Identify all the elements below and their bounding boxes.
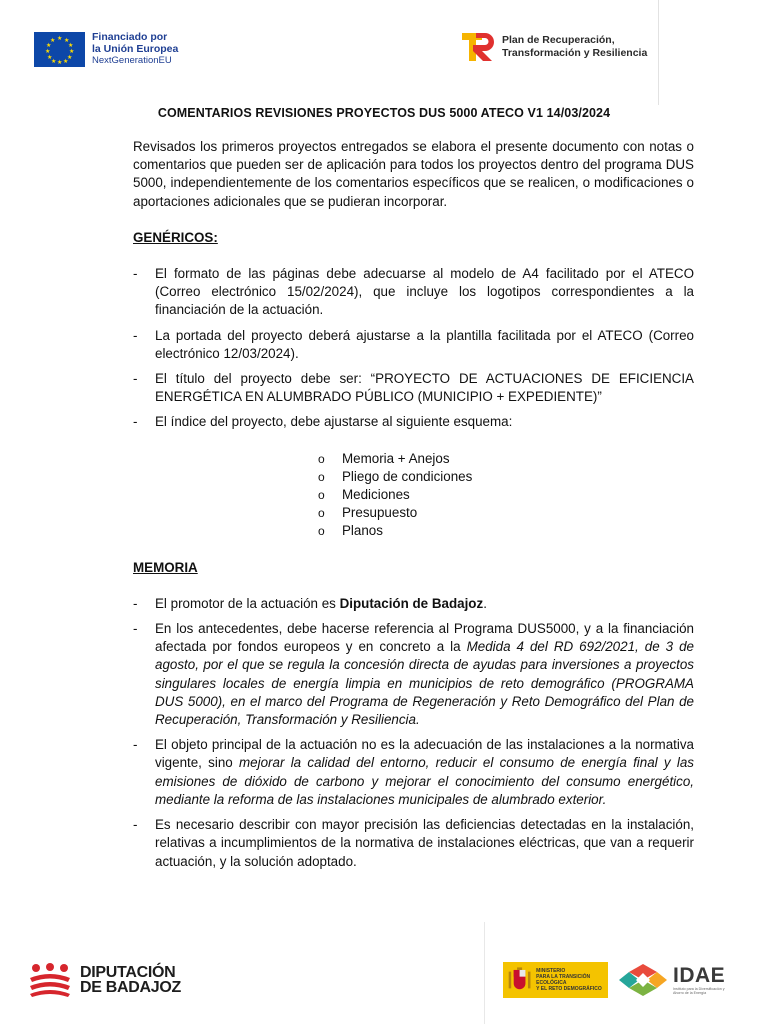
idae-subtitle: Instituto para la Diversificación y Ahorro de la Energía bbox=[673, 986, 725, 995]
diputacion-mark-icon bbox=[28, 962, 72, 998]
eu-funding-logo bbox=[34, 31, 178, 67]
list-item: - El promotor de la actuación es Diputación de Badajoz. bbox=[133, 595, 487, 611]
ministerio-logo bbox=[503, 962, 608, 998]
document-title: COMENTARIOS REVISIONES PROYECTOS DUS 5000 ATECO V1 14/03/2024 bbox=[157, 106, 611, 120]
list-item: - El formato de las páginas debe adecuarse al modelo de A4 facilitado por el ATECO (Correo electrónico 15/02/2024), que incluye los logotipos correspondientes a la financiación de la actuación. bbox=[133, 266, 694, 318]
index-item: o Presupuesto bbox=[318, 505, 418, 521]
diputacion-line2: DE BADAJOZ bbox=[80, 979, 182, 996]
eu-logo-line2: la Unión Europea bbox=[92, 43, 179, 55]
spain-coat-of-arms-icon bbox=[507, 964, 532, 996]
memoria-list bbox=[133, 595, 694, 871]
eu-flag-icon: ★ ★ ★ ★ ★ ★ ★ ★ ★ ★ ★ ★ bbox=[34, 32, 85, 67]
diputacion-line1: DIPUTACIÓN bbox=[80, 964, 176, 981]
index-item: o Planos bbox=[318, 523, 383, 539]
genericos-heading: GENÉRICOS: bbox=[133, 229, 218, 245]
ministerio-line1: MINISTERIO bbox=[536, 968, 566, 974]
promotor-name: Diputación de Badajoz bbox=[339, 595, 484, 611]
prtr-logo bbox=[460, 29, 647, 65]
prtr-line1: Plan de Recuperación, bbox=[502, 34, 615, 46]
document-body bbox=[133, 138, 694, 878]
list-item: - La portada del proyecto deberá ajustarse a la plantilla facilitada por el ATECO (Correo electrónico 12/03/2024). bbox=[133, 327, 694, 361]
index-sublist bbox=[133, 450, 694, 541]
idae-mark-icon bbox=[617, 962, 669, 998]
genericos-list bbox=[133, 265, 694, 432]
list-item: - El objeto principal de la actuación no es la adecuación de las instalaciones a la normativa vigente, sino mejorar la calidad del entorno, reducir el consumo de energía final y las emisiones de dióxido de carbono y mejorar el conocimiento del consumo energético, mediante la reforma de las instalaciones municipales de alumbrado exterior. bbox=[133, 737, 694, 807]
prtr-line2: Transformación y Resiliencia bbox=[502, 47, 648, 59]
diputacion-badajoz-logo bbox=[28, 962, 181, 998]
memoria-heading: MEMORIA bbox=[133, 559, 198, 575]
prtr-mark-icon bbox=[460, 29, 496, 65]
idae-name: IDAE bbox=[673, 963, 726, 987]
ministerio-line2: PARA LA TRANSICIÓN ECOLÓGICA bbox=[536, 974, 591, 986]
eu-logo-line1: Financiado por bbox=[92, 31, 168, 43]
eu-logo-line3: NextGenerationEU bbox=[92, 55, 172, 66]
ministerio-line3: Y EL RETO DEMOGRÁFICO bbox=[536, 986, 602, 992]
list-item: - En los antecedentes, debe hacerse referencia al Programa DUS5000, y a la financiación afectada por fondos europeos y en concreto a la Medida 4 del RD 692/2021, de 3 de agosto, por el que se regula la concesión directa de ayudas para inversiones a proyectos singulares locales de energía limpia en municipios de reto demográfico (PROGRAMA DUS 5000), en el marco del Programa de Regeneración y Reto Demográfico del Plan de Recuperación, Transformación y Resiliencia. bbox=[133, 621, 694, 728]
page-edge-line-footer bbox=[484, 922, 485, 1024]
list-item: - El índice del proyecto, debe ajustarse al siguiente esquema: bbox=[133, 414, 513, 430]
list-item: - El título del proyecto debe ser: “PROYECTO DE ACTUACIONES DE EFICIENCIA ENERGÉTICA EN ALUMBRADO PÚBLICO (MUNICIPIO + EXPEDIENTE)” bbox=[133, 371, 694, 405]
page-edge-line bbox=[658, 0, 659, 105]
intro-paragraph: Revisados los primeros proyectos entregados se elabora el presente documento con notas o comentarios que pueden ser de aplicación para todos los proyectos dentro del programa DUS 5000, independientemente de los comentarios específicos que se realicen, o modificaciones o aportaciones adicionales que se pudieran incorporar. bbox=[133, 139, 694, 209]
list-item: - Es necesario describir con mayor precisión las deficiencias detectadas en la instalación, relativas a incumplimientos de la normativa de instalaciones eléctricas, que van a requerir actuación, y la solución adoptado. bbox=[133, 817, 694, 869]
idae-logo bbox=[617, 962, 731, 998]
index-item: o Pliego de condiciones bbox=[318, 468, 473, 484]
index-item: o Memoria + Anejos bbox=[318, 450, 450, 466]
index-item: o Mediciones bbox=[318, 487, 410, 503]
